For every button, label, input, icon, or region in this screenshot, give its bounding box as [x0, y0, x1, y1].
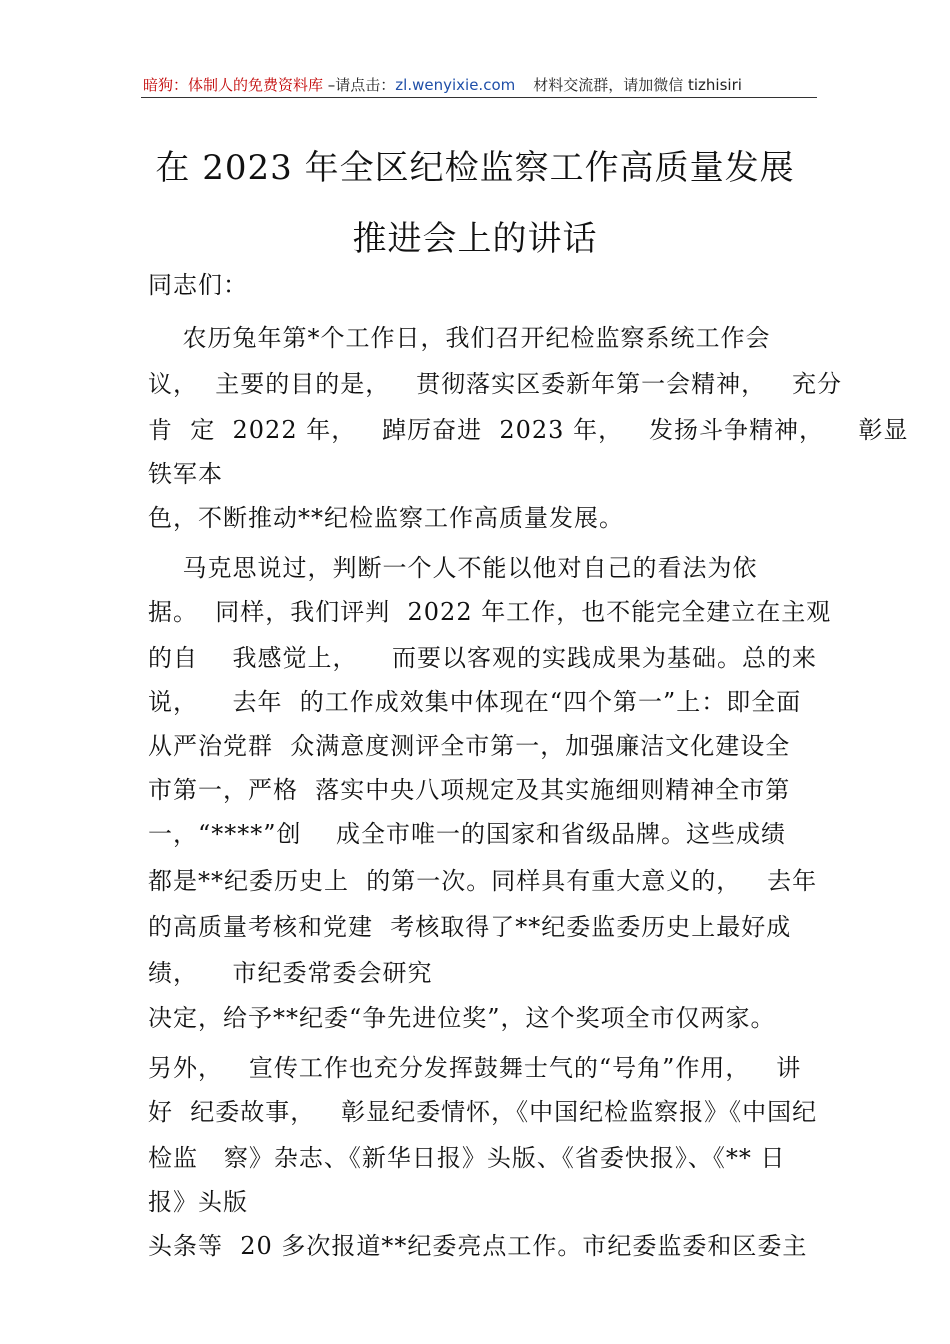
header-divider: [141, 97, 817, 98]
body-line: 同志们：: [148, 271, 248, 299]
header-site-link[interactable]: zl.wenyixie.com: [395, 76, 516, 94]
body-line: 一，“****”创 成全市唯一的国家和省级品牌。这些成绩: [148, 820, 787, 848]
body-line: 马克思说过，判断一个人不能以他对自己的看法为依: [148, 554, 758, 582]
body-line: 决定，给予**纪委“争先进位奖”，这个奖项全市仅两家。: [148, 1004, 776, 1032]
body-line: 从严治党群 众满意度测评全市第一，加强廉洁文化建设全: [148, 732, 791, 760]
body-line: 议， 主要的目的是， 贯彻落实区委新年第一会精神， 充分: [148, 370, 843, 398]
body-line: 绩， 市纪委常委会研究: [148, 959, 433, 987]
body-line: 报》头版: [148, 1188, 248, 1216]
body-line: 都是**纪委历史上 的第一次。同样具有重大意义的， 去年: [148, 867, 818, 895]
body-line: 头条等 20 多次报道**纪委亮点工作。市纪委监委和区委主: [148, 1232, 808, 1260]
body-line: 铁军本: [148, 460, 223, 488]
body-line: 据。 同样，我们评判 2022 年工作，也不能完全建立在主观: [148, 598, 832, 626]
body-line: 农历兔年第*个工作日，我们召开纪检监察系统工作会: [148, 324, 771, 352]
body-line: 另外， 宣传工作也充分发挥鼓舞士气的“号角”作用， 讲: [148, 1054, 802, 1082]
body-line: 的自 我感觉上， 而要以客观的实践成果为基础。总的来: [148, 644, 818, 672]
body-line: 检监 察》杂志、《新华日报》头版、《省委快报》、《** 日: [148, 1144, 786, 1172]
header-brand: 暗狗：体制人的免费资料库: [143, 76, 324, 94]
body-line: 说， 去年 的工作成效集中体现在“四个第一”上：即全面: [148, 688, 802, 716]
header-click-prompt: –请点击：: [323, 76, 396, 94]
body-line: 市第一，严格 落实中央八项规定及其实施细则精神全市第: [148, 776, 791, 804]
page-header: [143, 74, 815, 96]
body-line: 的高质量考核和党建 考核取得了**纪委监委历史上最好成: [148, 913, 792, 941]
title-line-2: 推进会上的讲话: [352, 219, 598, 259]
body-line: 好 纪委故事， 彰显纪委情怀，《中国纪检监察报》《中国纪: [148, 1098, 818, 1126]
body-line: 色，不断推动**纪检监察工作高质量发展。: [148, 504, 624, 532]
header-contact: 材料交流群，请加微信 tizhisiri: [533, 76, 742, 94]
body-line: 肯 定 2022 年， 踔厉奋进 2023 年， 发扬斗争精神， 彰显: [148, 416, 909, 444]
title-line-1: 在 2023 年全区纪检监察工作高质量发展: [155, 148, 795, 188]
